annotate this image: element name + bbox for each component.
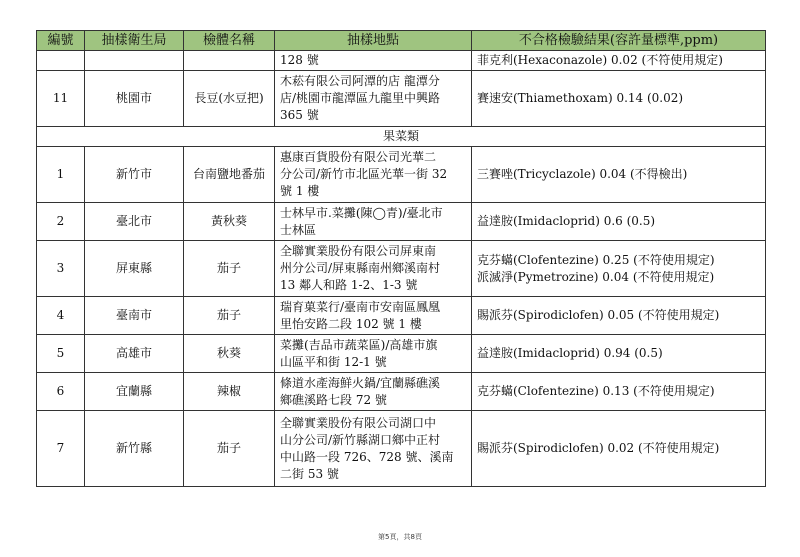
- section-title: 果菜類: [37, 127, 766, 147]
- table-row: [37, 147, 766, 203]
- result-line: 益達胺(Imidacloprid) 0.94 (0.5): [477, 346, 663, 360]
- location-line: 二街 53 號: [280, 466, 339, 481]
- cell-item: [184, 51, 275, 71]
- result-line: 賜派芬(Spirodiclofen) 0.05 (不符使用規定): [477, 308, 720, 322]
- cell-number: 5: [37, 335, 85, 373]
- cell-bureau: 桃園市: [85, 71, 184, 127]
- cell-item: 茄子: [184, 411, 275, 487]
- location-line: 鄉礁溪路七段 72 號: [280, 392, 387, 407]
- cell-location: [275, 297, 472, 335]
- section-row: [37, 127, 766, 147]
- cell-result: [472, 335, 766, 373]
- cell-result: [472, 241, 766, 297]
- table-body-top: [37, 51, 766, 127]
- page-footer: 第5頁，共8頁: [378, 533, 422, 541]
- cell-result: [472, 203, 766, 241]
- table-body-fruit: [37, 147, 766, 487]
- cell-location: [275, 335, 472, 373]
- cell-result: [472, 373, 766, 411]
- location-line: 全聯實業股份有限公司湖口中: [280, 415, 437, 430]
- location-line: 木菘有限公司阿潭的店 龍潭分: [280, 74, 440, 88]
- cell-bureau: 宜蘭縣: [85, 373, 184, 411]
- cell-number: 6: [37, 373, 85, 411]
- location-line: 惠康百貨股份有限公司光華二: [280, 150, 437, 164]
- cell-location: [275, 51, 472, 71]
- location-line: 菜攤(吉品市蔬菜區)/高雄市旗: [280, 337, 438, 352]
- table-row: [37, 203, 766, 241]
- location-line: 13 鄰人和路 1-2、1-3 號: [280, 278, 418, 292]
- cell-result: [472, 51, 766, 71]
- cell-location: [275, 147, 472, 203]
- cell-bureau: 臺南市: [85, 297, 184, 335]
- cell-item: 台南鹽地番茄: [184, 147, 275, 203]
- column-header-number: 編號: [37, 31, 85, 51]
- cell-bureau: 臺北市: [85, 203, 184, 241]
- location-line: 128 號: [280, 53, 319, 67]
- cell-bureau: 新竹市: [85, 147, 184, 203]
- cell-number: 11: [37, 71, 85, 127]
- cell-number: 3: [37, 241, 85, 297]
- table-header-row: [37, 31, 766, 51]
- column-header-bureau: 抽樣衛生局: [85, 31, 184, 51]
- results-table: [36, 30, 766, 487]
- result-line: 賽速安(Thiamethoxam) 0.14 (0.02): [477, 91, 684, 105]
- location-line: 州分公司/屏東縣南州鄉溪南村: [280, 261, 441, 275]
- cell-number: 4: [37, 297, 85, 335]
- cell-result: [472, 297, 766, 335]
- cell-result: [472, 147, 766, 203]
- location-line: 店/桃園市龍潭區九龍里中興路: [280, 91, 441, 105]
- result-line: 派滅淨(Pymetrozine) 0.04 (不符使用規定): [477, 269, 715, 284]
- location-line: 全聯實業股份有限公司屏東南: [280, 244, 437, 258]
- cell-bureau: 屏東縣: [85, 241, 184, 297]
- cell-number: [37, 51, 85, 71]
- cell-location: [275, 373, 472, 411]
- result-line: 賜派芬(Spirodiclofen) 0.02 (不符使用規定): [477, 441, 720, 455]
- cell-number: 2: [37, 203, 85, 241]
- location-line: 365 號: [280, 108, 319, 122]
- location-line: 分公司/新竹市北區光華一街 32: [280, 167, 448, 181]
- location-line: 瑞育菓菜行/臺南市安南區鳳凰: [280, 299, 441, 314]
- cell-item: 黃秋葵: [184, 203, 275, 241]
- result-line: 三賽唑(Tricyclazole) 0.04 (不得檢出): [477, 167, 688, 181]
- location-line: 士林區: [280, 222, 317, 237]
- cell-bureau: [85, 51, 184, 71]
- cell-bureau: 新竹縣: [85, 411, 184, 487]
- column-header-item: 檢體名稱: [184, 31, 275, 51]
- table-row: [37, 411, 766, 487]
- cell-item: 辣椒: [184, 373, 275, 411]
- cell-location: [275, 203, 472, 241]
- table-row: [37, 51, 766, 71]
- cell-item: 秋葵: [184, 335, 275, 373]
- location-line: 條道水產海鮮火鍋/宜蘭縣礁溪: [280, 375, 441, 390]
- result-line: 益達胺(Imidacloprid) 0.6 (0.5): [477, 214, 656, 228]
- cell-item: 茄子: [184, 241, 275, 297]
- location-line: 山分公司/新竹縣湖口鄉中正村: [280, 432, 441, 447]
- table-row: [37, 297, 766, 335]
- column-header-result: 不合格檢驗結果(容許量標準,ppm): [472, 31, 766, 51]
- table-row: [37, 241, 766, 297]
- cell-bureau: 高雄市: [85, 335, 184, 373]
- location-line: 號 1 樓: [280, 184, 320, 198]
- cell-number: 1: [37, 147, 85, 203]
- cell-location: [275, 411, 472, 487]
- section-body: [37, 127, 766, 147]
- table-row: [37, 71, 766, 127]
- result-line: 克芬蟎(Clofentezine) 0.25 (不符使用規定): [477, 252, 715, 267]
- cell-result: [472, 411, 766, 487]
- cell-item: 長豆(水豆把): [184, 71, 275, 127]
- cell-result: [472, 71, 766, 127]
- column-header-location: 抽樣地點: [275, 31, 472, 51]
- result-line: 菲克利(Hexaconazole) 0.02 (不符使用規定): [477, 53, 723, 67]
- table-row: [37, 335, 766, 373]
- result-line: 克芬蟎(Clofentezine) 0.13 (不符使用規定): [477, 384, 715, 398]
- cell-item: 茄子: [184, 297, 275, 335]
- location-line: 中山路一段 726、728 號、溪南: [280, 449, 454, 464]
- cell-number: 7: [37, 411, 85, 487]
- location-line: 里怡安路二段 102 號 1 樓: [280, 316, 422, 331]
- table-row: [37, 373, 766, 411]
- location-line: 山區平和街 12-1 號: [280, 354, 387, 369]
- location-line: 士林早市.菜攤(陳◯青)/臺北市: [280, 205, 443, 220]
- cell-location: [275, 241, 472, 297]
- cell-location: [275, 71, 472, 127]
